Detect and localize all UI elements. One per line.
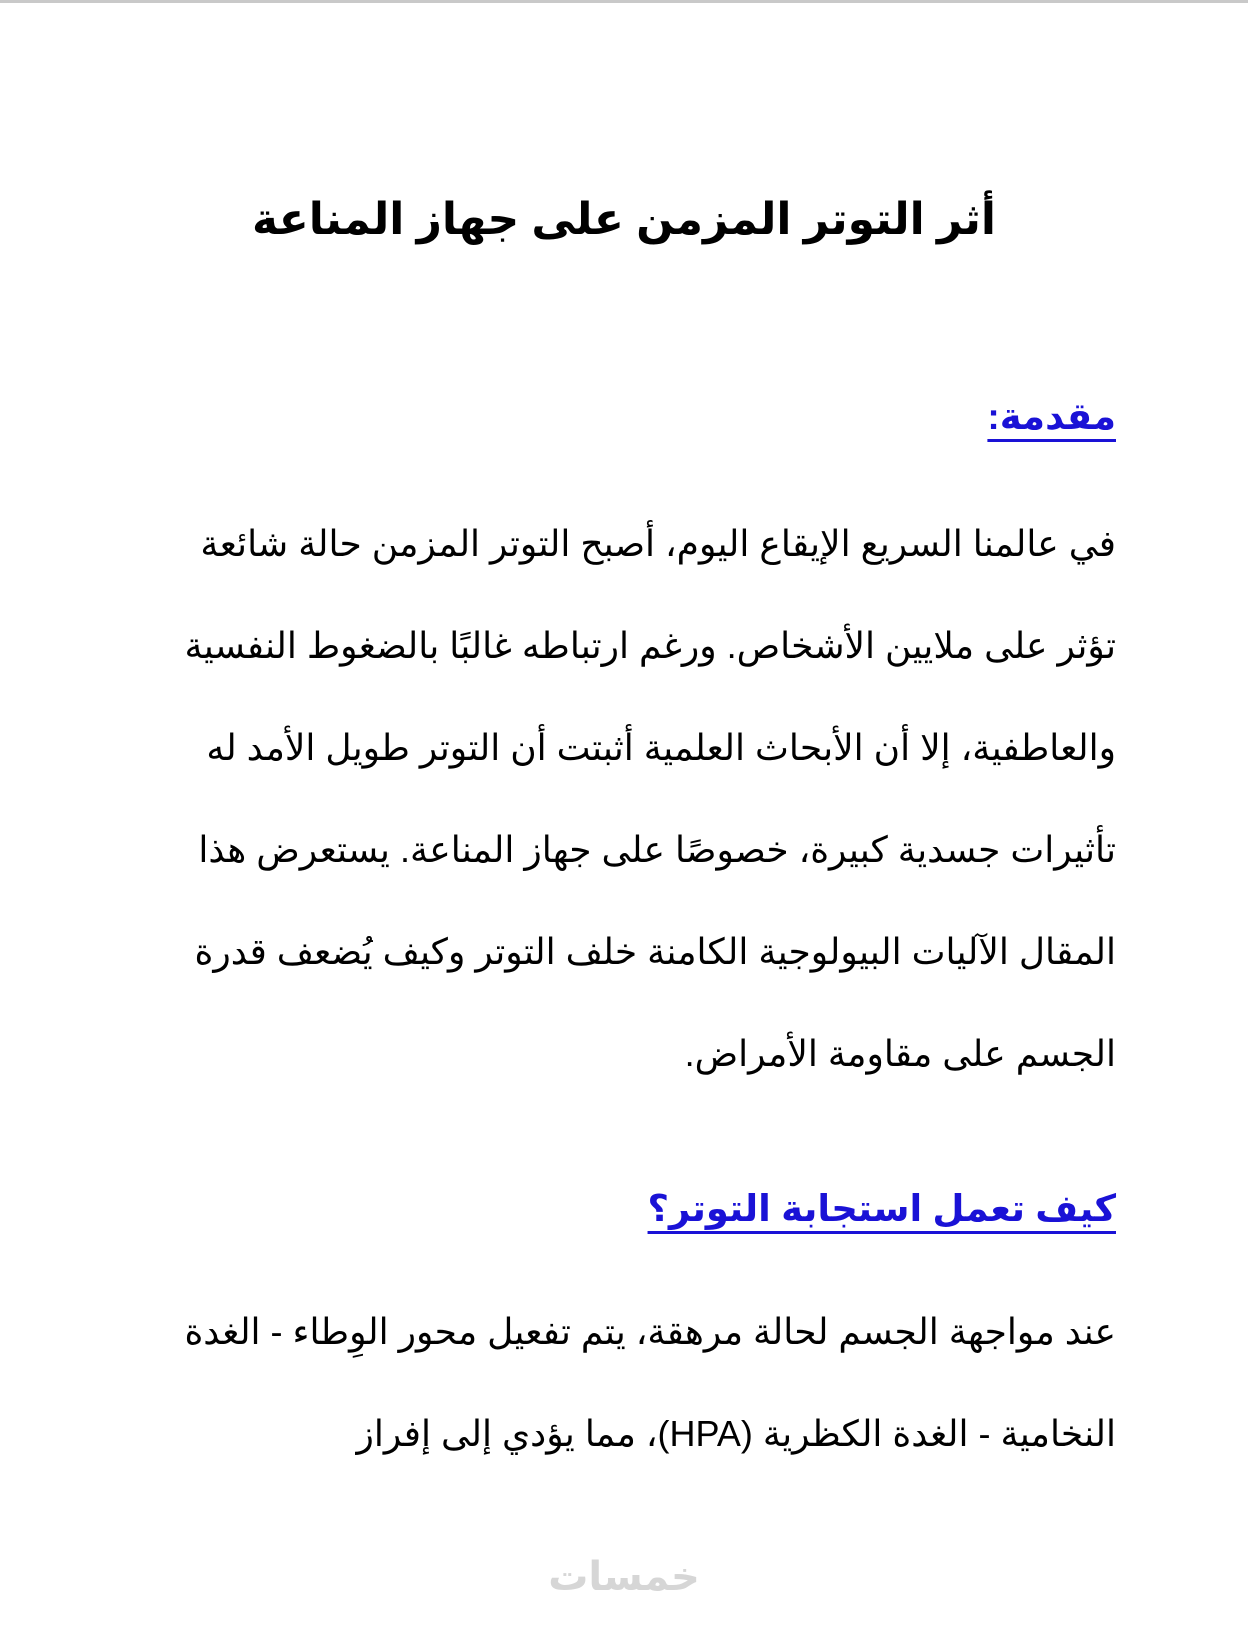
paragraph-line: النخامية - الغدة الكظرية (HPA)، مما يؤدي إلى إفراز bbox=[356, 1413, 1116, 1454]
paragraph-introduction bbox=[186, 493, 1116, 1105]
paragraph-line: تأثيرات جسدية كبيرة، خصوصًا على جهاز المناعة. يستعرض هذا bbox=[198, 829, 1116, 870]
section-heading-introduction[interactable]: مقدمة: bbox=[987, 396, 1116, 437]
paragraph-line: عند مواجهة الجسم لحالة مرهقة، يتم تفعيل محور الوِطاء - الغدة bbox=[184, 1311, 1116, 1352]
document-title: أثر التوتر المزمن على جهاز المناعة bbox=[252, 195, 996, 244]
paragraph-line: المقال الآليات البيولوجية الكامنة خلف التوتر وكيف يُضعف قدرة bbox=[194, 931, 1116, 972]
paragraph-line: الجسم على مقاومة الأمراض. bbox=[684, 1033, 1116, 1074]
paragraph-line: والعاطفية، إلا أن الأبحاث العلمية أثبتت أن التوتر طويل الأمد له bbox=[206, 727, 1116, 768]
paragraph-stress-response bbox=[186, 1281, 1116, 1485]
paragraph-line: في عالمنا السريع الإيقاع اليوم، أصبح التوتر المزمن حالة شائعة bbox=[200, 523, 1116, 564]
section-heading-stress-response[interactable]: كيف تعمل استجابة التوتر؟ bbox=[647, 1188, 1116, 1229]
paragraph-line: تؤثر على ملايين الأشخاص. ورغم ارتباطه غالبًا بالضغوط النفسية bbox=[184, 625, 1116, 666]
watermark-logo: خمسات bbox=[548, 1555, 700, 1599]
